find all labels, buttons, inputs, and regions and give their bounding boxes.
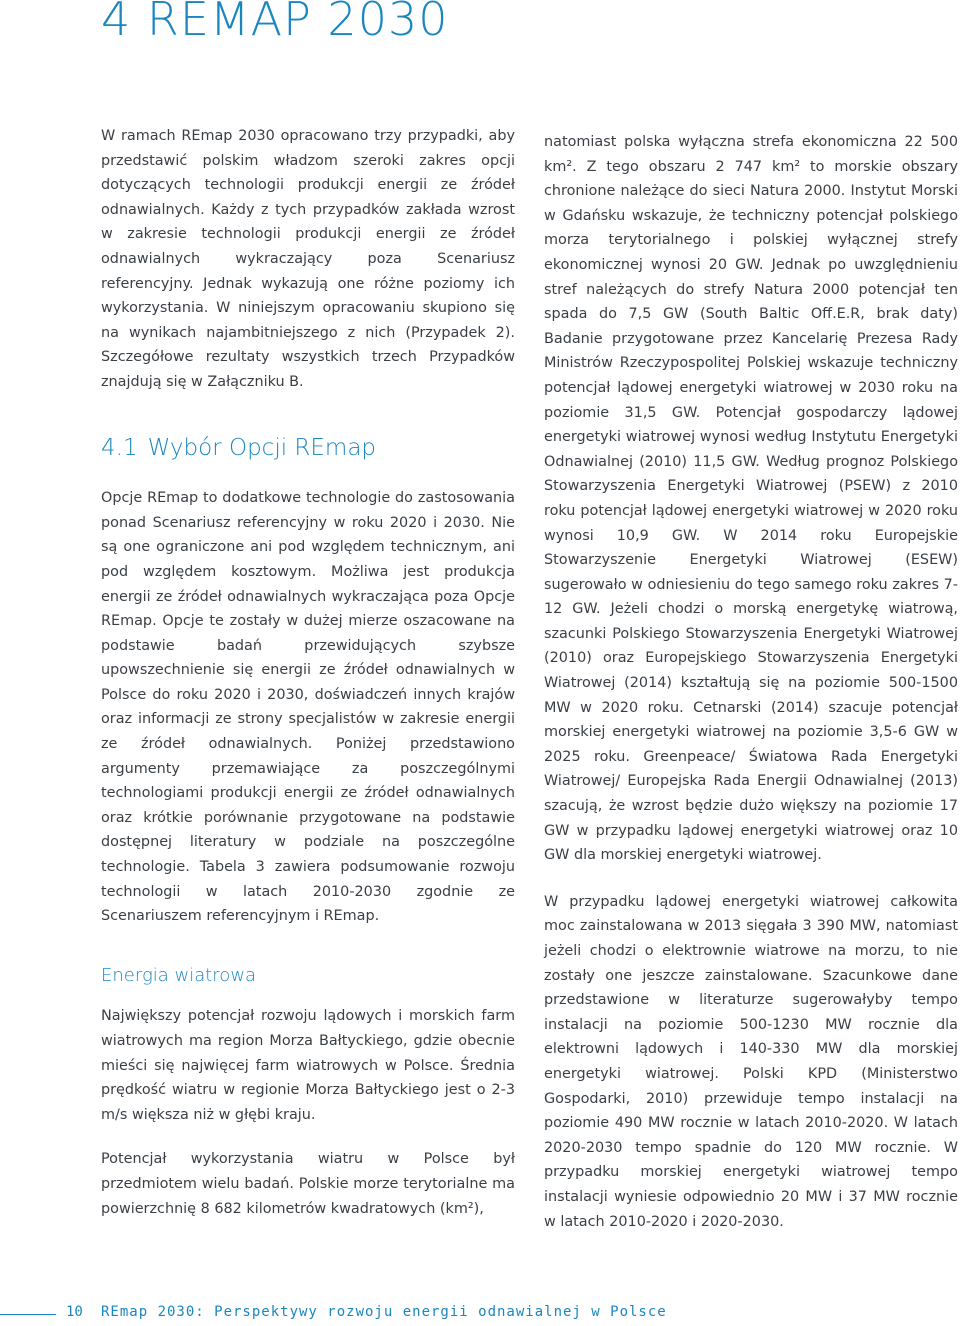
remap-options-paragraph: Opcje REmap to dodatkowe technologie do zastosowania ponad Scenariusz referencyjny w roku 2020 i 2030. Nie są one ograniczone ani pod względem technicznym, ani pod względem kosztowym. Możliwa jest produkcja energii ze źródeł odnawialnych wykraczająca poza Opcje REmap. Opcje te zostały w dużej mierze oszacowane na podstawie badań przewidujących szybsze upowszechnienie się energii ze źródeł odnawialnych w Polsce do roku 2020 i 2030, doświadczeń innych krajów oraz informacji ze strony specjalistów w zakresie energii ze źródeł odnawialnych. Poniżej przedstawiono argumenty przemawiające za poszczególnymi technologiami produkcji energii ze źródeł odnawialnych oraz krótkie porównanie przygotowane na podstawie dostępnej literatury w podziale na poszczególne technologie. Tabela 3 zawiera podsumowanie rozwoju technologii w latach 2010-2030 zgodnie ze Scenariuszem referencyjnym i REmap.: [101, 490, 515, 925]
left-column: [101, 124, 515, 1221]
page-number: 10: [66, 1304, 83, 1320]
publication-title: REmap 2030: Perspektywy rozwoju energii odnawialnej w Polsce: [101, 1304, 667, 1320]
offshore-potential-paragraph: natomiast polska wyłączna strefa ekonomiczna 22 500 km². Z tego obszaru 2 747 km² to morskie obszary chronione należące do sieci Natura 2000. Instytut Morski w Gdańsku wskazuje, że techniczny potencjał polskiego morza terytorialnego i polskiej wyłącznej strefy ekonomicznej wynosi 20 GW. Jednak po uwzględnieniu stref należących do strefy Natura 2000 potencjał ten spada do 7,5 GW (South Baltic Off.E.R, brak daty) Badanie przygotowane przez Kancelarię Prezesa Rady Ministrów Rzeczypospolitej Polskiej wskazuje techniczny potencjał lądowej energetyki wiatrowej w 2030 roku na poziomie 31,5 GW. Potencjał gospodarczy lądowej energetyki wiatrowej wynosi według Instytutu Energetyki Odnawialnej (2010) 11,5 GW. Według prognoz Polskiego Stowarzyszenia Energetyki Wiatrowej (PSEW) z 2010 roku potencjał lądowej energetyki wiatrowej w 2020 roku wynosi 10,9 GW. W 2014 roku Europejskie Stowarzyszenie Energetyki Wiatrowej (ESEW) sugerowało w odniesieniu do tego samego roku zakres 7-12 GW. Jeżeli chodzi o morską energetykę wiatrową, szacunki Polskiego Stowarzyszenia Energetyki Wiatrowej (2010) oraz Europejskiego Stowarzyszenia Energetyki Wiatrowej (2014) kształtują się na poziomie 500-1500 MW w 2020 roku. Cetnarski (2014) szacuje potencjał morskiej energetyki wiatrowej na poziomie 3,5-6 GW w 2025 roku. Greenpeace/ Światowa Rada Energetyki Wiatrowej/ Europejska Rada Energii Odnawialnej (2013) szacują, że wzrost będzie dużo większy na poziomie 17 GW w przypadku lądowej energetyki wiatrowej oraz 10 GW dla morskiej energetyki wiatrowej.: [544, 134, 958, 864]
section-title: Wybór Opcji REmap: [147, 434, 377, 461]
section-number: 4.1: [101, 434, 138, 461]
intro-paragraph: W ramach REmap 2030 opracowano trzy przypadki, aby przedstawić polskim władzom szeroki zakres opcji dotyczących technologii produkcji energii ze źródeł odnawialnych. Każdy z tych przypadków zakłada wzrost w zakresie technologii produkcji energii ze źródeł odnawialnych wykraczający poza Scenariusz referencyjny. Jednak wykazują one różne poziomy ich wykorzystania. W niniejszym opracowaniu skupiono się na wynikach najambitniejszego z nich (Przypadek 2). Szczegółowe rezultaty wszystkich trzech Przypadków znajdują się w Załączniku B.: [101, 128, 515, 390]
right-column: [544, 130, 958, 1234]
installed-capacity-paragraph: W przypadku lądowej energetyki wiatrowej całkowita moc zainstalowana w 2013 sięgała 3 390 MW, natomiast jeżeli chodzi o elektrownie wiatrowe na morzu, to nie zostały one jeszcze zainstalowane. Szacunkowe dane przedstawione w literaturze sugerowałyby tempo instalacji na poziomie 500-1230 MW rocznie dla elektrowni lądowych i 140-330 MW dla morskiej energetyki wiatrowej. Polski KPD (Ministerstwo Gospodarki, 2010) przewiduje tempo instalacji na poziomie 490 MW rocznie w latach 2010-2020. W latach 2020-2030 tempo spadnie do 120 MW rocznie. W przypadku morskiej energetyki wiatrowej tempo instalacji wyniesie odpowiednio 20 MW i 37 MW rocznie w latach 2010-2020 i 2020-2030.: [544, 893, 958, 1230]
footer-rule: [0, 1314, 56, 1315]
wind-energy-subheading: Energia wiatrowa: [101, 964, 257, 986]
chapter-title: 4 REMAP 2030: [101, 0, 449, 46]
wind-studies-paragraph: Potencjał wykorzystania wiatru w Polsce był przedmiotem wielu badań. Polskie morze terytorialne ma powierzchnię 8 682 kilometrów kwadratowych (km²),: [101, 1151, 515, 1217]
section-heading: [101, 435, 515, 463]
wind-potential-paragraph: Największy potencjał rozwoju lądowych i morskich farm wiatrowych ma region Morza Bałtyckiego, gdzie obecnie mieści się najwięcej farm wiatrowych w Polsce. Średnia prędkość wiatru w regionie Morza Bałtyckiego jest o 2-3 m/s większa niż w głębi kraju.: [101, 1008, 515, 1123]
page-footer: [0, 1302, 960, 1326]
